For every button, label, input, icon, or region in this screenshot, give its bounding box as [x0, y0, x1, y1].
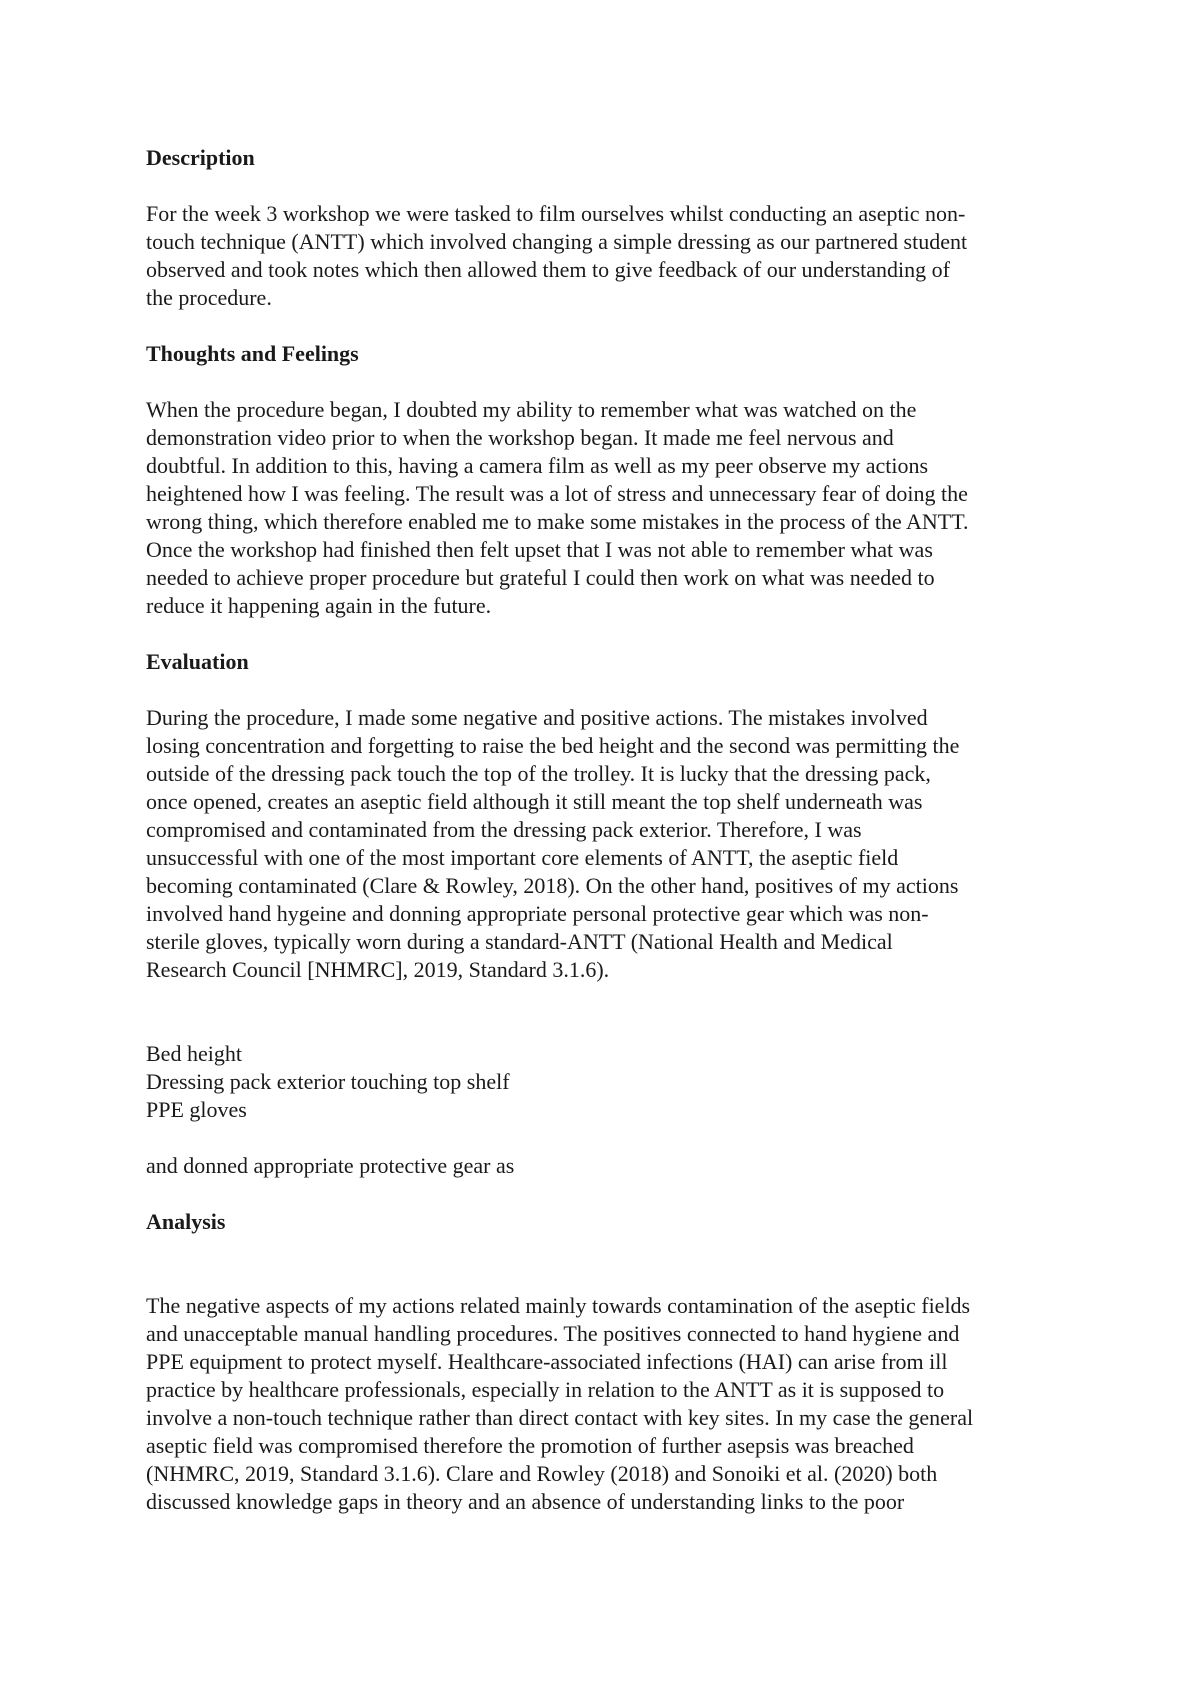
section-heading-description: Description: [146, 145, 255, 170]
note-line: Dressing pack exterior touching top shelf: [146, 1069, 510, 1094]
paragraph-line: compromised and contaminated from the dressing pack exterior. Therefore, I was: [146, 817, 862, 842]
paragraph-line: involved hand hygeine and donning appropriate personal protective gear which was non-: [146, 901, 929, 926]
paragraph-line: observed and took notes which then allowed them to give feedback of our understanding of: [146, 257, 950, 282]
section-heading-analysis: Analysis: [146, 1209, 226, 1234]
evaluation-notes: [146, 1040, 1071, 1124]
evaluation-paragraph: [146, 704, 1071, 984]
evaluation-fragment: and donned appropriate protective gear as: [146, 1153, 515, 1178]
paragraph-line: once opened, creates an aseptic field although it still meant the top shelf underneath was: [146, 789, 923, 814]
paragraph-line: becoming contaminated (Clare & Rowley, 2018). On the other hand, positives of my actions: [146, 873, 959, 898]
paragraph-line: aseptic field was compromised therefore the promotion of further asepsis was breached: [146, 1433, 914, 1458]
paragraph-line: doubtful. In addition to this, having a camera film as well as my peer observe my actions: [146, 453, 929, 478]
analysis-paragraph: [146, 1292, 1071, 1516]
paragraph-line: PPE equipment to protect myself. Healthcare-associated infections (HAI) can arise from ill: [146, 1349, 948, 1374]
paragraph-line: wrong thing, which therefore enabled me to make some mistakes in the process of the ANTT.: [146, 509, 969, 534]
paragraph-line: The negative aspects of my actions related mainly towards contamination of the aseptic fields: [146, 1293, 971, 1318]
paragraph-line: Research Council [NHMRC], 2019, Standard 3.1.6).: [146, 957, 610, 982]
paragraph-line: practice by healthcare professionals, especially in relation to the ANTT as it is supposed to: [146, 1377, 945, 1402]
paragraph-line: and unacceptable manual handling procedures. The positives connected to hand hygiene and: [146, 1321, 960, 1346]
paragraph-line: heightened how I was feeling. The result was a lot of stress and unnecessary fear of doing the: [146, 481, 968, 506]
paragraph-line: demonstration video prior to when the workshop began. It made me feel nervous and: [146, 425, 894, 450]
description-paragraph: [146, 200, 1071, 312]
paragraph-line: (NHMRC, 2019, Standard 3.1.6). Clare and Rowley (2018) and Sonoiki et al. (2020) both: [146, 1461, 938, 1486]
note-line: Bed height: [146, 1041, 242, 1066]
section-heading-thoughts-and-feelings: Thoughts and Feelings: [146, 341, 359, 366]
paragraph-line: involve a non-touch technique rather than direct contact with key sites. In my case the general: [146, 1405, 974, 1430]
paragraph-line: touch technique (ANTT) which involved changing a simple dressing as our partnered student: [146, 229, 968, 254]
section-heading-evaluation: Evaluation: [146, 649, 249, 674]
paragraph-line: Once the workshop had finished then felt upset that I was not able to remember what was: [146, 537, 933, 562]
paragraph-line: sterile gloves, typically worn during a standard-ANTT (National Health and Medical: [146, 929, 893, 954]
note-line: PPE gloves: [146, 1097, 247, 1122]
paragraph-line: needed to achieve proper procedure but grateful I could then work on what was needed to: [146, 565, 935, 590]
paragraph-line: outside of the dressing pack touch the top of the trolley. It is lucky that the dressing pack,: [146, 761, 931, 786]
paragraph-line: During the procedure, I made some negative and positive actions. The mistakes involved: [146, 705, 928, 730]
paragraph-line: For the week 3 workshop we were tasked to film ourselves whilst conducting an aseptic non-: [146, 201, 966, 226]
paragraph-line: When the procedure began, I doubted my ability to remember what was watched on the: [146, 397, 917, 422]
thoughts-paragraph: [146, 396, 1071, 620]
paragraph-line: reduce it happening again in the future.: [146, 593, 492, 618]
document-page: [146, 144, 1071, 1516]
paragraph-line: the procedure.: [146, 285, 272, 310]
paragraph-line: unsuccessful with one of the most important core elements of ANTT, the aseptic field: [146, 845, 899, 870]
paragraph-line: discussed knowledge gaps in theory and an absence of understanding links to the poor: [146, 1489, 905, 1514]
paragraph-line: losing concentration and forgetting to raise the bed height and the second was permitting the: [146, 733, 960, 758]
